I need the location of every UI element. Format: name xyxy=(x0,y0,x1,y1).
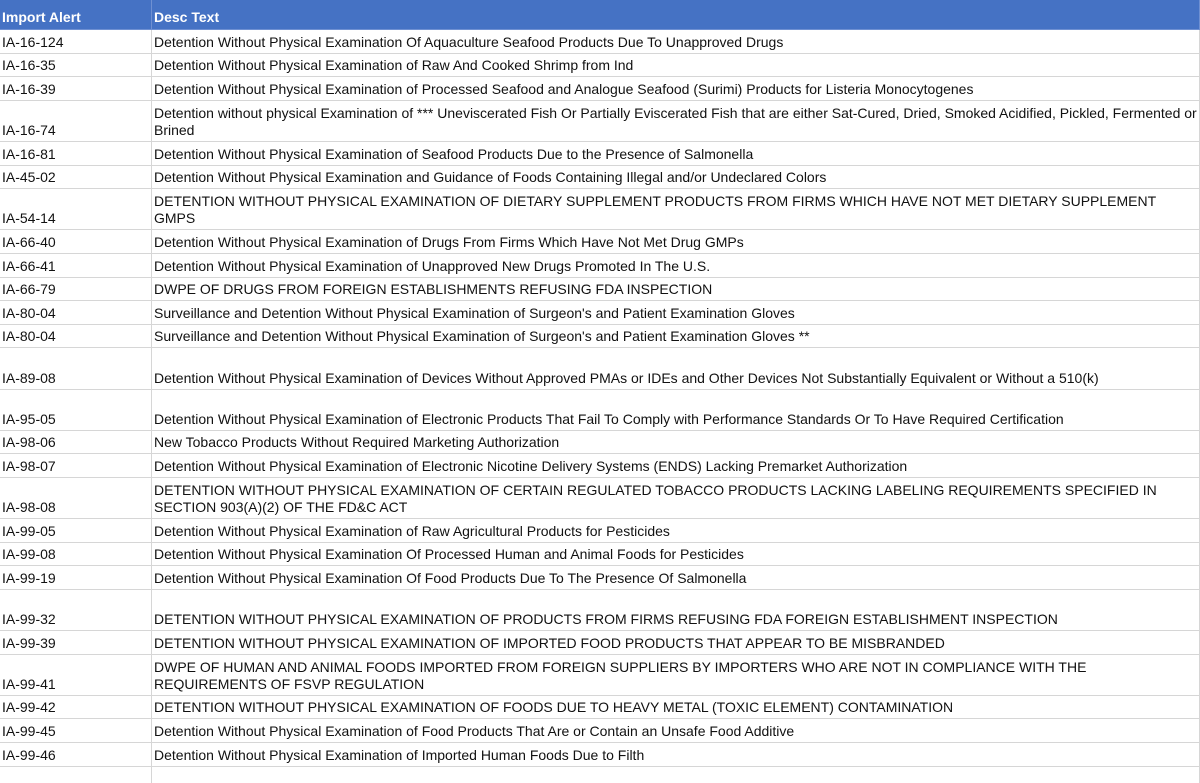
import-alert-cell[interactable]: IA-80-04 xyxy=(0,325,152,349)
desc-text-value: Detention Without Physical Examination of Imported Human Foods Due to Filth xyxy=(154,746,645,763)
import-alert-cell[interactable]: IA-16-35 xyxy=(0,54,152,78)
column-header-desc-text[interactable]: Desc Text xyxy=(152,0,1200,30)
desc-text-cell[interactable] xyxy=(152,54,1200,78)
desc-text-value: Detention Without Physical Examination of Unapproved New Drugs Promoted In The U.S. xyxy=(154,257,711,274)
desc-text-value: New Tobacco Products Without Required Marketing Authorization xyxy=(154,434,560,451)
desc-text-cell[interactable] xyxy=(152,696,1200,720)
desc-text-value: Detention Without Physical Examination Of Processed Human and Animal Foods for Pesticides xyxy=(154,546,744,563)
import-alert-cell[interactable]: IA-16-81 xyxy=(0,142,152,166)
desc-text-cell[interactable] xyxy=(152,719,1200,743)
desc-text-value: DETENTION WITHOUT PHYSICAL EXAMINATION OF DIETARY SUPPLEMENT PRODUCTS FROM FIRMS WHICH HAVE NOT MET DIETARY SUPPLEMENT GMPS xyxy=(154,193,1156,227)
import-alert-cell[interactable]: IA-99-05 xyxy=(0,519,152,543)
import-alert-cell[interactable]: IA-89-08 xyxy=(0,348,152,389)
desc-text-cell[interactable] xyxy=(152,543,1200,567)
import-alert-cell[interactable]: IA-99-19 xyxy=(0,566,152,590)
import-alert-cell[interactable]: IA-98-08 xyxy=(0,478,152,519)
desc-text-cell[interactable] xyxy=(152,454,1200,478)
desc-text-cell[interactable] xyxy=(152,101,1200,142)
desc-text-cell[interactable] xyxy=(152,431,1200,455)
desc-text-cell[interactable] xyxy=(152,230,1200,254)
desc-text-cell[interactable] xyxy=(152,77,1200,101)
desc-text-cell[interactable] xyxy=(152,631,1200,655)
desc-text-value: Detention Without Physical Examination of Electronic Products That Fail To Comply with Performance Standards Or To Have Required Certification xyxy=(154,410,1064,427)
desc-text-cell[interactable] xyxy=(152,325,1200,349)
import-alert-cell[interactable]: IA-66-79 xyxy=(0,278,152,302)
desc-text-cell[interactable] xyxy=(152,278,1200,302)
desc-text-cell[interactable] xyxy=(152,767,1200,783)
desc-text-value: Detention Without Physical Examination of Electronic Nicotine Delivery Systems (ENDS) Lacking Premarket Authorization xyxy=(154,457,908,474)
import-alert-cell[interactable]: IA-16-74 xyxy=(0,101,152,142)
desc-text-value: Detention Without Physical Examination of Raw And Cooked Shrimp from Ind xyxy=(154,57,634,74)
import-alert-cell[interactable]: IA-99-41 xyxy=(0,655,152,696)
desc-text-value: DETENTION WITHOUT PHYSICAL EXAMINATION OF CERTAIN REGULATED TOBACCO PRODUCTS LACKING LABELING REQUIREMENTS SPECIFIED IN SECTION 903(A)(2) OF THE FD&C ACT xyxy=(154,482,1157,516)
import-alert-cell[interactable]: IA-98-07 xyxy=(0,454,152,478)
desc-text-value: Detention without physical Examination of *** Uneviscerated Fish Or Partially Eviscerated Fish that are either Sat-Cured, Dried, Smoked Acidified, Pickled, Fermented or Brined xyxy=(154,104,1197,138)
import-alert-cell[interactable]: IA-45-02 xyxy=(0,166,152,190)
import-alert-cell[interactable]: IA-98-06 xyxy=(0,431,152,455)
desc-text-value: DWPE OF DRUGS FROM FOREIGN ESTABLISHMENTS REFUSING FDA INSPECTION xyxy=(154,281,713,298)
desc-text-value: Detention Without Physical Examination Of Food Products Due To The Presence Of Salmonella xyxy=(154,569,747,586)
import-alert-cell[interactable]: IA-95-05 xyxy=(0,390,152,431)
import-alert-cell[interactable]: IA-80-04 xyxy=(0,301,152,325)
desc-text-cell[interactable] xyxy=(152,166,1200,190)
desc-text-value: Detention Without Physical Examination of Food Products That Are or Contain an Unsafe Food Additive xyxy=(154,723,795,739)
desc-text-cell[interactable] xyxy=(152,142,1200,166)
desc-text-value: DWPE OF HUMAN AND ANIMAL FOODS IMPORTED FROM FOREIGN SUPPLIERS BY IMPORTERS WHO ARE NOT IN COMPLIANCE WITH THE REQUIREMENTS OF FSVP REGULATION xyxy=(154,658,1087,692)
desc-text-cell[interactable] xyxy=(152,655,1200,696)
desc-text-value: Detention Without Physical Examination of Seafood Products Due to the Presence of Salmonella xyxy=(154,145,754,162)
desc-text-cell[interactable] xyxy=(152,566,1200,590)
column-header-import-alert[interactable]: Import Alert xyxy=(0,0,152,30)
desc-text-value: Surveillance and Detention Without Physical Examination of Surgeon's and Patient Examination Gloves ** xyxy=(154,328,810,345)
import-alert-cell[interactable]: IA-16-39 xyxy=(0,77,152,101)
desc-text-cell[interactable] xyxy=(152,301,1200,325)
import-alert-cell[interactable]: IA-99-45 xyxy=(0,719,152,743)
desc-text-value: Detention Without Physical Examination of Drugs From Firms Which Have Not Met Drug GMPs xyxy=(154,233,744,250)
import-alert-cell[interactable]: IA-99-39 xyxy=(0,631,152,655)
desc-text-value: Detention Without Physical Examination of Devices Without Approved PMAs or IDEs and Other Devices Not Substantially Equivalent or Without a 510(k) xyxy=(154,369,1099,386)
import-alert-cell[interactable] xyxy=(0,767,152,783)
desc-text-value: Detention Without Physical Examination and Guidance of Foods Containing Illegal and/or Undeclared Colors xyxy=(154,169,827,186)
desc-text-value: Surveillance and Detention Without Physical Examination of Surgeon's and Patient Examination Gloves xyxy=(154,304,795,321)
import-alert-cell[interactable]: IA-66-40 xyxy=(0,230,152,254)
desc-text-value: DETENTION WITHOUT PHYSICAL EXAMINATION OF PRODUCTS FROM FIRMS REFUSING FDA FOREIGN ESTABLISHMENT INSPECTION xyxy=(154,611,1058,628)
desc-text-cell[interactable] xyxy=(152,519,1200,543)
desc-text-value: DETENTION WITHOUT PHYSICAL EXAMINATION OF IMPORTED FOOD PRODUCTS THAT APPEAR TO BE MISBRANDED xyxy=(154,634,945,651)
import-alert-cell[interactable]: IA-54-14 xyxy=(0,189,152,230)
import-alert-cell[interactable]: IA-66-41 xyxy=(0,254,152,278)
desc-text-cell[interactable] xyxy=(152,254,1200,278)
import-alert-cell[interactable]: IA-99-46 xyxy=(0,743,152,767)
desc-text-value: Detention Without Physical Examination of Processed Seafood and Analogue Seafood (Surimi) Products for Listeria Monocytogenes xyxy=(154,80,974,97)
desc-text-cell[interactable] xyxy=(152,478,1200,519)
import-alert-cell[interactable]: IA-99-42 xyxy=(0,696,152,720)
desc-text-cell[interactable] xyxy=(152,390,1200,431)
desc-text-value: DETENTION WITHOUT PHYSICAL EXAMINATION OF FOODS DUE TO HEAVY METAL (TOXIC ELEMENT) CONTAMINATION xyxy=(154,699,954,716)
desc-text-cell[interactable] xyxy=(152,743,1200,767)
desc-text-cell[interactable] xyxy=(152,348,1200,389)
desc-text-value: Detention Without Physical Examination of Raw Agricultural Products for Pesticides xyxy=(154,522,670,539)
import-alert-cell[interactable]: IA-99-32 xyxy=(0,590,152,631)
import-alert-cell[interactable]: IA-16-124 xyxy=(0,30,152,54)
desc-text-cell[interactable] xyxy=(152,590,1200,631)
import-alert-cell[interactable]: IA-99-08 xyxy=(0,543,152,567)
desc-text-cell[interactable] xyxy=(152,189,1200,230)
desc-text-value: Detention Without Physical Examination Of Aquaculture Seafood Products Due To Unapproved Drugs xyxy=(154,33,784,50)
desc-text-cell[interactable] xyxy=(152,30,1200,54)
